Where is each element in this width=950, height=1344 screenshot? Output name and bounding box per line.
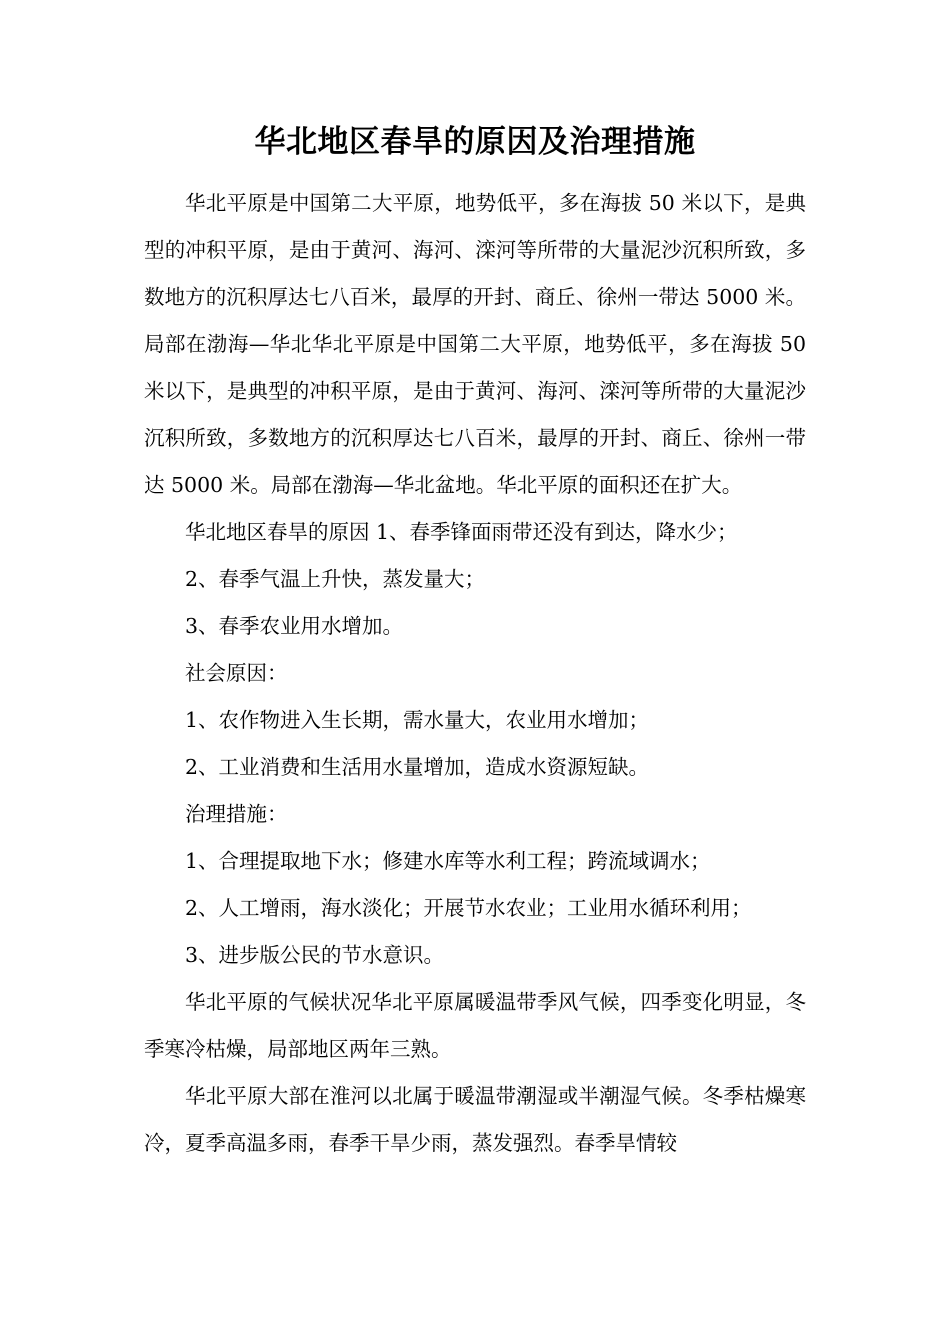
paragraph-natural-causes: 华北地区春旱的原因 1、春季锋面雨带还没有到达，降水少； xyxy=(185,520,738,544)
paragraph-measure-3: 3、进步版公民的节水意识。 xyxy=(185,943,445,967)
paragraph-measure-2: 2、人工增雨，海水淡化；开展节水农业；工业用水循环利用； xyxy=(185,896,752,920)
paragraph-social-cause-2: 2、工业消费和生活用水量增加，造成水资源短缺。 xyxy=(185,755,650,779)
paragraph-measures-heading: 治理措施： xyxy=(185,802,288,826)
paragraph-social-causes-heading: 社会原因： xyxy=(185,661,288,685)
paragraph-social-cause-1: 1、农作物进入生长期，需水量大，农业用水增加； xyxy=(185,708,650,732)
paragraph-cause-2: 2、春季气温上升快，蒸发量大； xyxy=(185,567,486,591)
paragraph-measure-1: 1、合理提取地下水；修建水库等水利工程；跨流域调水； xyxy=(185,849,711,873)
paragraph-intro: 华北平原是中国第二大平原，地势低平，多在海拔 50 米以下，是典型的冲积平原，是由于黄河、海河、滦河等所带的大量泥沙沉积所致，多数地方的沉积厚达七八百米，最厚的开封、商丘、徐州一带达 5000 米。局部在渤海—华北华北平原是中国第二大平原，地势低平，多在海拔 50 米以下，是典型的冲积平原，是由于黄河、海河、滦河等所带的大量泥沙沉积所致，多数地方的沉积厚达七八百米，最厚的开封、商丘、徐州一带达 5000 米。局部在渤海—华北盆地。华北平原的面积还在扩大。 xyxy=(144,191,806,497)
document-title: 华北地区春旱的原因及治理措施 xyxy=(254,124,696,160)
paragraph-cause-3: 3、春季农业用水增加。 xyxy=(185,614,404,638)
paragraph-climate-detail: 华北平原大部在淮河以北属于暖温带潮湿或半潮湿气候。冬季枯燥寒冷，夏季高温多雨，春季干旱少雨，蒸发强烈。春季旱情较 xyxy=(144,1084,806,1155)
document-body xyxy=(144,180,806,1167)
paragraph-climate: 华北平原的气候状况华北平原属暖温带季风气候，四季变化明显，冬季寒冷枯燥，局部地区两年三熟。 xyxy=(144,990,806,1061)
